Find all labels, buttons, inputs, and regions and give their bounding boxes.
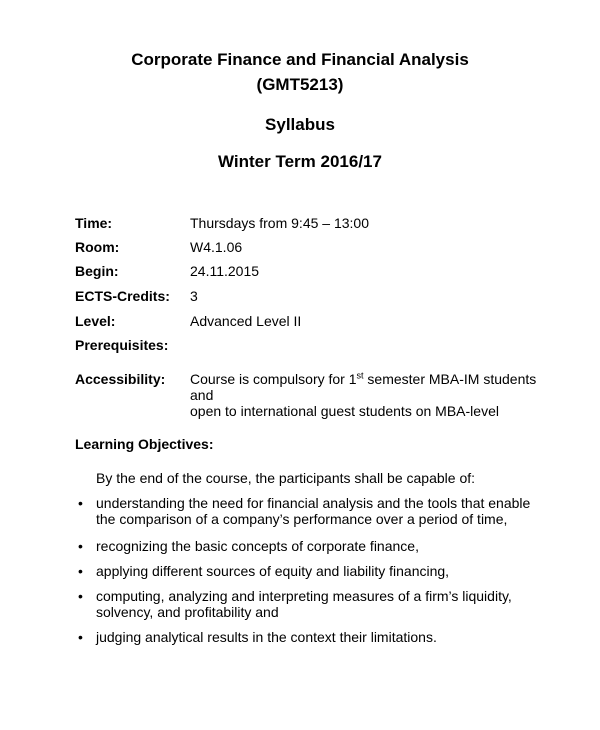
begin-value: 24.11.2015 [190,263,260,279]
prerequisites-label: Prerequisites: [75,337,169,353]
bullet-icon: • [78,538,83,554]
bullet-icon: • [78,563,83,579]
list-item-text: computing, analyzing and interpreting measures of a firm’s liquidity, solvency, and profitability and [96,588,512,620]
accessibility-text-part2: semester MBA-IM students and [190,371,537,403]
time-label: Time: [75,215,113,231]
level-value: Advanced Level II [190,313,302,329]
bullet-icon: • [78,629,83,645]
list-item-text: applying different sources of equity and liability financing, [96,563,450,579]
ects-value: 3 [190,288,198,304]
objectives-intro: By the end of the course, the participants shall be capable of: [96,470,476,486]
accessibility-text-line2: open to international guest students on MBA-level [190,403,499,419]
accessibility-value [190,371,550,419]
list-item-text: recognizing the basic concepts of corporate finance, [96,538,419,554]
bullet-icon: • [78,588,83,604]
course-code: (GMT5213) [256,75,344,94]
begin-label: Begin: [75,263,119,279]
accessibility-ordinal: st [356,370,364,381]
room-label: Room: [75,239,120,255]
ects-label: ECTS-Credits: [75,288,170,304]
accessibility-text-part1: Course is compulsory for 1 [190,371,357,387]
course-title: Corporate Finance and Financial Analysis [131,50,469,69]
learning-objectives-heading: Learning Objectives: [75,436,214,452]
list-item-text: judging analytical results in the context their limitations. [96,629,437,645]
list-item-text: understanding the need for financial analysis and the tools that enable the comparison of a company’s performance over a period of time, [96,495,531,527]
room-value: W4.1.06 [190,239,243,255]
level-label: Level: [75,313,116,329]
document-type: Syllabus [265,115,335,134]
time-value: Thursdays from 9:45 – 13:00 [190,215,369,231]
term: Winter Term 2016/17 [218,152,382,171]
accessibility-label: Accessibility: [75,371,166,387]
bullet-icon: • [78,495,83,511]
